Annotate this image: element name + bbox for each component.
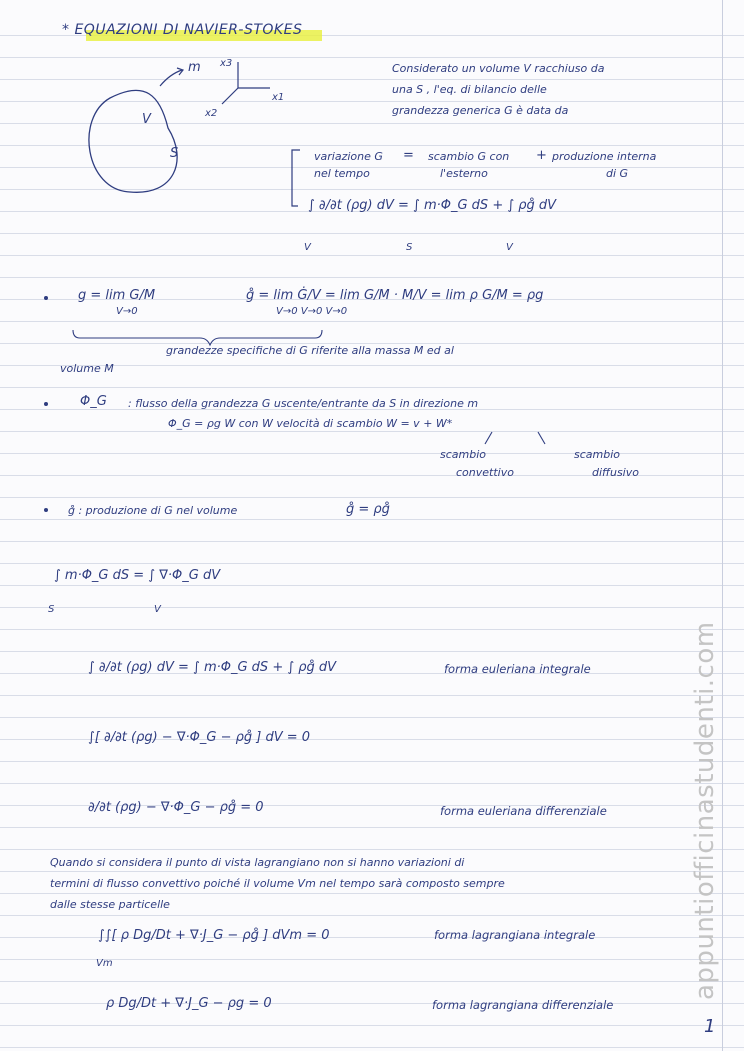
bullet (44, 296, 48, 300)
gauss-sub-v: V (154, 604, 161, 615)
balance-sub-s: S (406, 242, 413, 253)
balance-term1-line2: nel tempo (314, 167, 370, 180)
lagrange-differential-label: forma lagrangiana differenziale (432, 998, 614, 1012)
specific-gdot-eq: g̊ = lim Ġ/V = lim G/M · M/V = lim ρ G/M = ρg (246, 288, 544, 303)
production-eq: g̊ = ρg̊ (346, 502, 390, 517)
specific-gdot-limits: V→0 V→0 V→0 (276, 306, 348, 317)
bullet (44, 508, 48, 512)
brace-note-line2: volume M (60, 362, 114, 375)
flux-conv-line2: convettivo (456, 466, 514, 479)
lagrange-integral-sub: Vm (96, 958, 113, 969)
balance-term3-line2: di G (606, 167, 629, 180)
surface-label: S (170, 146, 179, 161)
volume-label: V (142, 112, 151, 127)
flux-description: : flusso della grandezza G uscente/entrante da S in direzione m (128, 397, 479, 410)
flux-equation: Φ_G = ρg W con W velocità di scambio W = v + W* (168, 417, 453, 430)
balance-term2-line2: l'esterno (440, 167, 488, 180)
intro-line-1: Considerato un volume V racchiuso da (392, 62, 605, 75)
lagrange-integral-label: forma lagrangiana integrale (434, 928, 596, 942)
page-number: 1 (704, 1016, 716, 1037)
brace-note-line1: grandezze specifiche di G riferite alla massa M ed al (166, 344, 454, 357)
balance-sub-v2: V (506, 242, 513, 253)
balance-term1-line1: variazione G (314, 150, 383, 163)
euler-integral-eq-2: ∫[ ∂/∂t (ρg) − ∇·Φ_G − ρg̊ ] dV = 0 (88, 730, 311, 745)
balance-term2-line1: scambio G con (428, 150, 510, 163)
normal-vector-label: m (188, 60, 201, 75)
euler-differential-label: forma euleriana differenziale (440, 804, 607, 818)
axis-x3-label: x3 (220, 58, 233, 69)
axis-x1-label: x1 (272, 92, 285, 103)
euler-integral-label: forma euleriana integrale (444, 662, 591, 676)
specific-g-eq: g = lim G/M (78, 288, 156, 303)
lagrange-note-line3: dalle stesse particelle (50, 898, 170, 911)
gauss-eq: ∫ m·Φ_G dS = ∫ ∇·Φ_G dV (54, 568, 221, 583)
balance-sub-v1: V (304, 242, 311, 253)
flux-symbol: Φ_G (80, 394, 107, 409)
intro-line-2: una S , l'eq. di bilancio delle (392, 83, 547, 96)
euler-integral-eq: ∫ ∂/∂t (ρg) dV = ∫ m·Φ_G dS + ∫ ρg̊ dV (88, 660, 337, 675)
production-text: g̊ : produzione di G nel volume (68, 504, 238, 517)
bullet (44, 402, 48, 406)
balance-term3-line1: produzione interna (552, 150, 657, 163)
balance-equals: = (403, 148, 414, 163)
lagrange-note-line1: Quando si considera il punto di vista lagrangiano non si hanno variazioni di (50, 856, 465, 869)
balance-integral: ∫ ∂/∂t (ρg) dV = ∫ m·Φ_G dS + ∫ ρg̊ dV (308, 198, 557, 213)
lagrange-integral-eq: ∫∫[ ρ Dg/Dt + ∇·J_G − ρg̊ ] dVm = 0 (98, 928, 330, 943)
watermark: appuntiofficinastudenti.com (690, 621, 720, 1000)
flux-diff-line1: scambio (574, 448, 621, 461)
page-title: * EQUAZIONI DI NAVIER-STOKES (62, 22, 303, 38)
lagrange-note-line2: termini di flusso convettivo poiché il volume Vm nel tempo sarà composto sempre (50, 877, 505, 890)
gauss-sub-s: S (48, 604, 55, 615)
specific-g-limit: V→0 (116, 306, 138, 317)
intro-line-3: grandezza generica G è data da (392, 104, 569, 117)
euler-differential-eq: ∂/∂t (ρg) − ∇·Φ_G − ρg̊ = 0 (88, 800, 264, 815)
flux-conv-line1: scambio (440, 448, 487, 461)
lagrange-differential-eq: ρ Dg/Dt + ∇·J_G − ρg = 0 (106, 996, 272, 1011)
balance-plus: + (536, 148, 547, 163)
flux-diff-line2: diffusivo (592, 466, 639, 479)
axis-x2-label: x2 (205, 108, 218, 119)
